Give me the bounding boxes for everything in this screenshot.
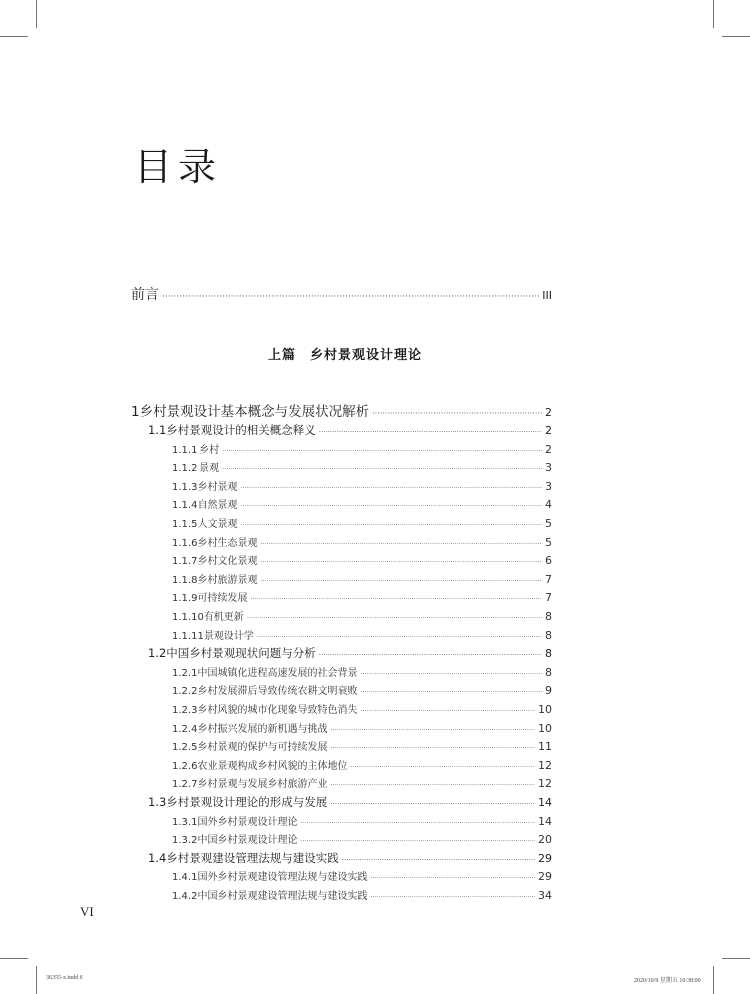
dot-leader <box>360 707 535 715</box>
toc-page: 3 <box>545 461 552 475</box>
dot-leader <box>360 688 542 696</box>
toc-page: 29 <box>538 870 552 884</box>
dot-leader <box>241 521 542 529</box>
toc-label: 中国乡村景观设计理论 <box>197 835 298 847</box>
toc-item[interactable] <box>172 515 552 530</box>
dot-leader <box>330 781 535 789</box>
toc-page: 14 <box>538 796 552 809</box>
crop-mark <box>36 0 37 28</box>
toc-item[interactable] <box>172 720 552 735</box>
toc-label: 乡村 <box>199 444 220 456</box>
toc-page: 2 <box>545 424 552 437</box>
dot-leader <box>319 428 542 436</box>
toc-page: 10 <box>538 703 552 716</box>
toc-label: 可持续发展 <box>197 593 248 605</box>
toc-num: 1.2.2 <box>172 686 198 698</box>
toc-page: 20 <box>538 833 552 847</box>
dot-leader <box>330 744 535 752</box>
dot-leader <box>247 614 542 622</box>
toc-page: 8 <box>545 628 552 642</box>
toc-section[interactable] <box>148 645 552 661</box>
toc-item[interactable] <box>172 534 552 549</box>
toc-page: 10 <box>538 721 552 735</box>
print-slug-left: 36355-x.indd 6 <box>46 975 83 981</box>
crop-mark <box>0 36 28 37</box>
toc-label: 景观 <box>199 463 220 475</box>
toc-page: 8 <box>545 647 552 661</box>
dot-leader <box>300 819 535 827</box>
crop-mark <box>713 0 714 28</box>
toc-num: 1.2.5 <box>172 742 198 754</box>
toc-num: 1.2.1 <box>172 667 198 679</box>
toc-page: 7 <box>545 572 552 586</box>
toc-label: 景观设计学 <box>203 630 254 642</box>
dot-leader <box>260 558 542 566</box>
crop-mark <box>722 36 750 37</box>
toc-item[interactable] <box>172 571 552 586</box>
dot-leader <box>370 893 535 901</box>
toc-page: 5 <box>545 535 552 549</box>
toc-label: 乡村景观设计的相关概念释义 <box>166 423 316 437</box>
toc-label: 乡村振兴发展的新机遇与挑战 <box>197 723 328 735</box>
toc-label: 乡村生态景观 <box>197 537 258 549</box>
toc-item[interactable] <box>172 441 552 456</box>
toc-num: 1.2.7 <box>172 779 198 791</box>
toc-label: 乡村发展滞后导致传统农耕文明衰败 <box>197 686 358 698</box>
dot-leader <box>250 595 542 603</box>
dot-leader <box>342 856 535 864</box>
page-number: VI <box>80 904 94 919</box>
dot-leader <box>260 577 542 585</box>
toc-chapter[interactable] <box>131 400 552 420</box>
toc-page: 2 <box>545 442 552 456</box>
dot-leader <box>222 465 542 473</box>
crop-mark <box>713 966 714 994</box>
toc-num: 1.3.2 <box>172 835 198 847</box>
toc-item[interactable] <box>172 775 552 790</box>
toc-item[interactable] <box>172 738 552 753</box>
dot-leader <box>260 540 542 548</box>
toc-item[interactable] <box>172 552 552 567</box>
crop-mark <box>722 958 750 959</box>
toc-page: 6 <box>545 554 552 568</box>
toc-label: 乡村景观设计理论的形成与发展 <box>166 795 328 809</box>
toc-num: 1.1.10 <box>172 612 204 623</box>
toc-page: 12 <box>538 758 552 772</box>
toc-label: 乡村文化景观 <box>197 556 258 568</box>
crop-mark <box>36 966 37 994</box>
toc-page: 4 <box>545 498 552 512</box>
toc-num: 1.3 <box>148 795 167 809</box>
toc-num: 1.2.6 <box>172 760 198 772</box>
toc-item[interactable] <box>172 608 552 623</box>
toc-label: 农业景观构成乡村风貌的主体地位 <box>197 760 348 772</box>
dot-leader <box>350 763 535 771</box>
dot-leader <box>330 726 535 734</box>
toc-section[interactable] <box>148 850 552 866</box>
toc-label: 人文景观 <box>197 519 238 530</box>
toc-preface[interactable] <box>131 284 552 304</box>
toc-item[interactable] <box>172 813 552 828</box>
crop-mark <box>0 958 28 959</box>
dot-leader <box>370 874 535 882</box>
toc-label: 中国乡村景观现状问题与分析 <box>166 646 316 661</box>
toc-num: 1.1.2 <box>172 463 198 475</box>
toc-label: 自然景观 <box>197 500 238 512</box>
toc-num: 1.1.9 <box>172 593 198 605</box>
toc-num: 1.4.1 <box>172 872 198 884</box>
toc-page: III <box>542 289 552 302</box>
toc-label: 乡村景观与发展乡村旅游产业 <box>197 779 328 791</box>
dot-leader <box>241 484 542 492</box>
toc-num: 1.1.7 <box>172 556 198 568</box>
toc-label: 乡村旅游景观 <box>197 574 258 586</box>
toc-num: 1.1.1 <box>172 444 198 456</box>
toc-label: 中国乡村景观建设管理法规与建设实践 <box>197 891 368 902</box>
toc-num: 1.1.5 <box>172 519 198 530</box>
dot-leader <box>241 502 542 510</box>
toc-page: 12 <box>538 777 552 791</box>
toc-label: 中国城镇化进程高速发展的社会背景 <box>197 667 358 679</box>
page-title: 目录 <box>134 145 223 189</box>
toc-num: 1.1.11 <box>172 630 204 642</box>
toc-num: 1.1.8 <box>172 574 198 586</box>
toc-item[interactable] <box>172 459 552 474</box>
toc-num: 1.1.4 <box>172 500 198 512</box>
toc-page: 11 <box>538 740 552 754</box>
toc-item[interactable] <box>172 496 552 511</box>
toc-label: 国外乡村景观设计理论 <box>197 816 298 828</box>
toc-page: 34 <box>538 889 552 902</box>
toc-section[interactable] <box>148 422 552 438</box>
toc-page: 5 <box>545 517 552 530</box>
toc-section[interactable] <box>148 794 552 810</box>
toc-page: 8 <box>545 665 552 679</box>
toc-item[interactable] <box>172 478 552 493</box>
toc-num: 1.4.2 <box>172 891 198 902</box>
dot-leader <box>319 651 542 659</box>
toc-num: 1.2.4 <box>172 723 198 735</box>
toc-page: 14 <box>538 814 552 828</box>
toc-item[interactable] <box>172 682 552 697</box>
toc-num: 1 <box>131 404 140 420</box>
toc-num: 1.2 <box>148 646 167 661</box>
dot-leader <box>330 800 535 808</box>
toc-num: 1.4 <box>148 850 167 865</box>
toc-item[interactable] <box>172 701 552 716</box>
toc-label: 乡村风貌的城市化现象导致特色消失 <box>197 705 358 716</box>
toc-page: 2 <box>545 406 552 419</box>
toc-page: 9 <box>545 684 552 698</box>
dot-leader <box>222 447 542 455</box>
toc-label: 国外乡村景观建设管理法规与建设实践 <box>197 872 368 884</box>
toc-num: 1.2.3 <box>172 705 198 716</box>
toc-item[interactable] <box>172 887 552 902</box>
toc-label: 乡村景观 <box>197 481 238 493</box>
toc-page: 3 <box>545 479 552 493</box>
toc-label: 前言 <box>131 287 159 303</box>
toc-label: 有机更新 <box>203 612 244 623</box>
dot-leader <box>162 292 539 302</box>
toc-item[interactable] <box>172 831 552 846</box>
print-slug-right: 2020/10/9 星期五 10:38:00 <box>634 978 701 984</box>
toc-num: 1.1 <box>148 423 167 437</box>
part-heading: 上篇 乡村景观设计理论 <box>267 348 422 363</box>
toc-item[interactable] <box>172 627 552 642</box>
dot-leader <box>360 670 542 678</box>
toc-item[interactable] <box>172 589 552 604</box>
toc-label: 乡村景观建设管理法规与建设实践 <box>166 850 339 865</box>
toc-page: 7 <box>545 591 552 605</box>
toc-num: 1.1.3 <box>172 481 198 493</box>
toc-label: 乡村景观的保护与可持续发展 <box>197 742 328 754</box>
dot-leader <box>300 837 535 845</box>
toc-label: 乡村景观设计基本概念与发展状况解析 <box>139 404 370 420</box>
toc-num: 1.3.1 <box>172 816 198 828</box>
dot-leader <box>372 409 542 418</box>
toc-page: 8 <box>545 610 552 623</box>
toc-item[interactable] <box>172 868 552 883</box>
toc-item[interactable] <box>172 757 552 772</box>
toc-item[interactable] <box>172 664 552 679</box>
toc-num: 1.1.6 <box>172 537 198 549</box>
dot-leader <box>257 633 542 641</box>
toc-page: 29 <box>538 851 552 865</box>
